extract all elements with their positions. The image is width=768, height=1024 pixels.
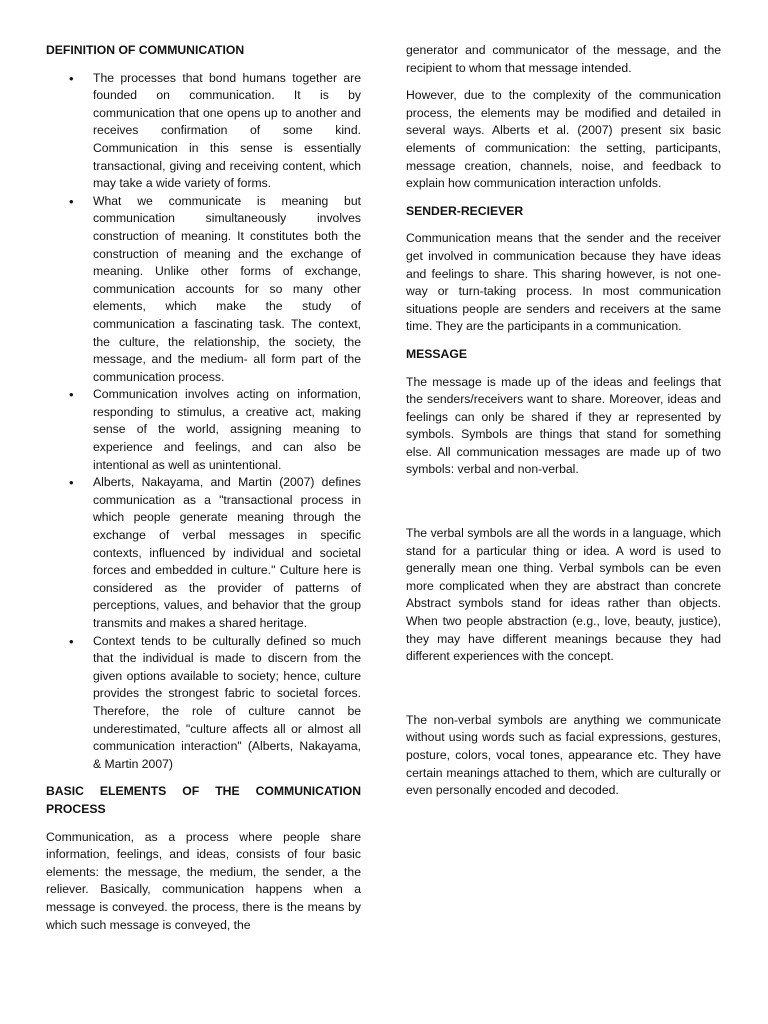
bullet-item: • Context tends to be culturally defined so much that the individual is made to discern from the given options available to society; hence, culture provides the strongest fabric to societal forces. Therefore, the role of culture cannot be underestimated, "culture affects all or almost all communication interaction" (Alberts, Nakayama, & Martin 2007) bbox=[93, 633, 361, 774]
heading-message: MESSAGE bbox=[406, 346, 467, 361]
paragraph-nonverbal-symbols: The non-verbal symbols are anything we communicate without using words such as facial expressions, gestures, posture, colors, vocal tones, appearance etc. They have certain meanings attached to them, which are culturally or even personally encoded and decoded. bbox=[406, 712, 721, 798]
bullet-item: • What we communicate is meaning but communication simultaneously involves construction of meaning. It constitutes both the construction of meaning and the exchange of meaning. Unlike other forms of exchange, communication accounts for so many other elements, which make the study of communication a fascinating task. The context, the culture, the relationship, the society, the message, and the medium- all form part of the communication process. bbox=[93, 193, 361, 387]
paragraph-message: The message is made up of the ideas and feelings that the senders/receivers want to share. Moreover, ideas and feelings can only be shared if they ar represented by symbols. Symbols are things that stand for something else. All communication messages are made up of two symbols: verbal and non-verbal. bbox=[406, 374, 721, 477]
paragraph-basic-elements: Communication, as a process where people share information, feelings, and ideas, consists of four basic elements: the message, the medium, the sender, a the reliever. Basically, communication happens when a message is conveyed. the process, there is the means by which such message is conveyed, the bbox=[46, 829, 361, 932]
right-column bbox=[406, 42, 721, 810]
paragraph-however: However, due to the complexity of the communication process, the elements may be modified and detailed in several ways. Alberts et al. (2007) present six basic elements of communication: the setting, participants, message creation, channels, noise, and feedback to explain how communication interaction unfolds. bbox=[406, 88, 721, 191]
spacer bbox=[406, 676, 721, 712]
bullet-item: • Communication involves acting on information, responding to stimulus, a creative act, making sense of the world, assigning meaning to experience and feelings, and can also be intentional as well as unintentional. bbox=[93, 386, 361, 474]
heading-definition: DEFINITION OF COMMUNICATION bbox=[46, 43, 245, 57]
spacer bbox=[406, 489, 721, 525]
paragraph-verbal-symbols: The verbal symbols are all the words in a language, which stand for a particular thing or idea. A word is used to generally mean one thing. Verbal symbols can be even more complicated when they are abstract than concrete Abstract symbols stand for ideas rather than objects. When two people abstraction (e.g., love, beauty, justice), they may have different meanings because they had different experiences with the concept. bbox=[406, 526, 721, 664]
definition-bullet-list bbox=[46, 70, 361, 774]
heading-sender-receiver: SENDER-RECIEVER bbox=[406, 203, 524, 218]
bullet-item: • The processes that bond humans together are founded on communication. It is by communication that one opens up to another and receives confirmation of some kind. Communication in this sense is essentially transactional, giving and receiving content, which may take a wide variety of forms. bbox=[93, 70, 361, 193]
bullet-item: • Alberts, Nakayama, and Martin (2007) defines communication as a "transactional process in which people generate meaning through the exchange of verbal messages in specific contexts, influenced by individual and societal forces and embedded in culture." Culture here is considered as the provider of patterns of perceptions, values, and behavior that the group transmits and makes a shared heritage. bbox=[93, 474, 361, 632]
paragraph-continuation: generator and communicator of the message, and the recipient to whom that message intended. bbox=[406, 43, 721, 75]
left-column bbox=[46, 42, 361, 944]
paragraph-sender-receiver: Communication means that the sender and the receiver get involved in communication because they have ideas and feelings to share. This sharing however, is not one-way or turn-taking process. In most communication situations people are senders and receivers at the same time. They are the participants in a communication. bbox=[406, 231, 721, 334]
heading-basic-elements: BASIC ELEMENTS OF THE COMMUNICATION PROCESS bbox=[46, 784, 361, 816]
